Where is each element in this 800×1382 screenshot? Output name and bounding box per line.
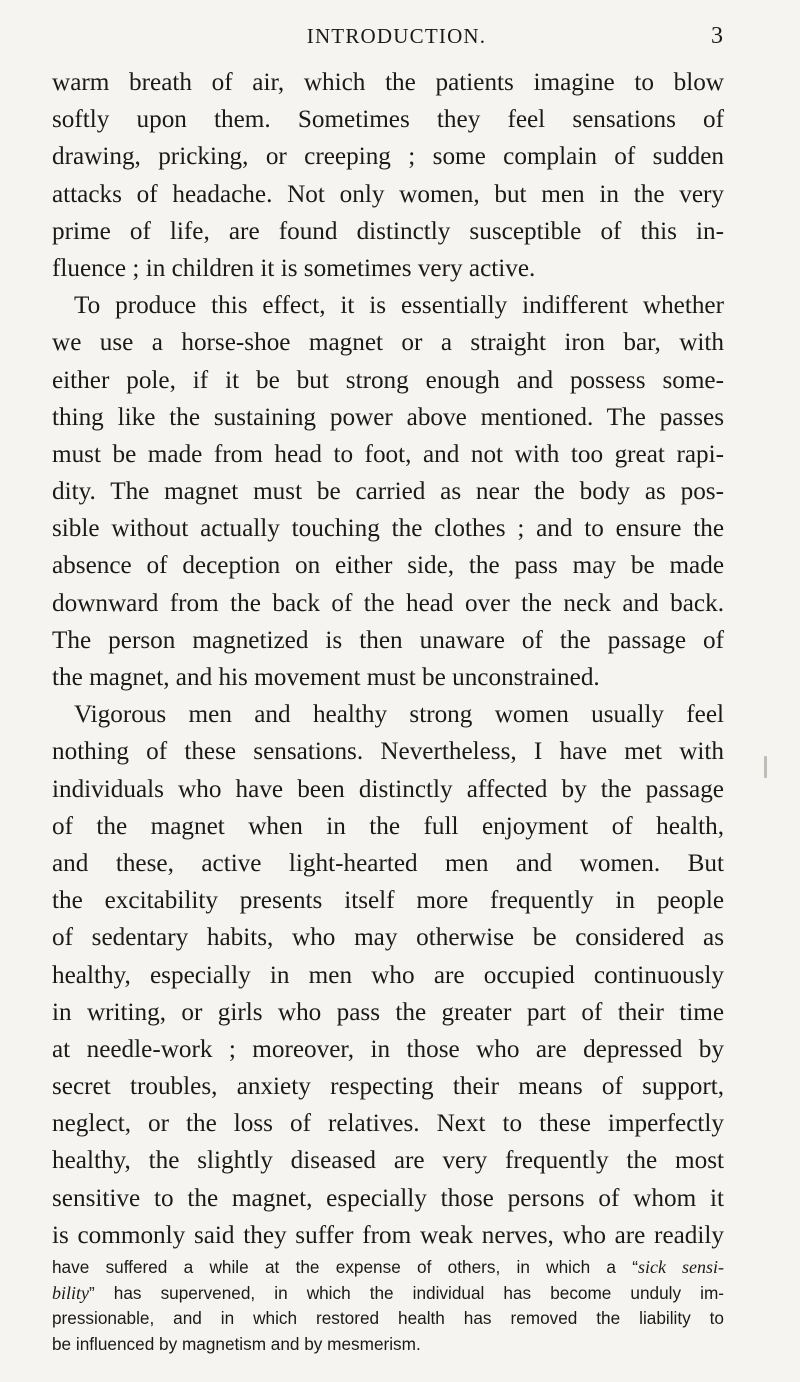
footnote-text: ” has supervened, in which the individual has become unduly im- [89,1282,724,1303]
text-line: thing like the sustaining power above mentioned. The passes [52,403,724,431]
text-line: healthy, especially in men who are occupied continuously [52,961,724,989]
text-line: of sedentary habits, who may otherwise be considered as [52,924,724,952]
text-line: the excitability presents itself more frequently in people [52,887,724,915]
text-line: prime of life, are found distinctly susceptible of this in- [52,217,724,245]
text-line: dity. The magnet must be carried as near the body as pos- [52,478,724,506]
paragraph-start-line: Vigorous men and healthy strong women usually feel [74,701,724,729]
text-line: neglect, or the loss of relatives. Next to these imperfectly [52,1110,724,1138]
page-number: 3 [711,23,723,49]
footnote-line: be influenced by magnetism and by mesmerism. [52,1333,421,1354]
footnote-italic-text: sick sensi- [638,1257,724,1277]
text-line: drawing, pricking, or creeping ; some complain of sudden [52,143,724,171]
body-text [52,64,724,1254]
text-line: healthy, the slightly diseased are very frequently the most [52,1147,724,1175]
text-line: and these, active light-hearted men and women. But [52,849,724,877]
text-line: absence of deception on either side, the pass may be made [52,552,724,580]
text-line: in writing, or girls who pass the greater part of their time [52,998,724,1026]
text-line: at needle-work ; moreover, in those who are depressed by [52,1035,724,1063]
footnote-italic-text: bility [52,1282,89,1303]
running-title: INTRODUCTION. [306,24,487,48]
footnote [52,1255,724,1357]
text-line: nothing of these sensations. Nevertheless, I have met with [52,738,724,766]
text-line: is commonly said they suffer from weak nerves, who are readily [52,1221,724,1249]
text-line: we use a horse-shoe magnet or a straight iron bar, with [52,329,724,357]
text-line: individuals who have been distinctly affected by the passage [52,775,724,803]
text-line: must be made from head to foot, and not with too great rapi- [52,440,724,468]
text-line: either pole, if it be but strong enough and possess some- [52,366,724,394]
text-line: downward from the back of the head over the neck and back. [52,589,724,617]
footnote-line [52,1255,724,1281]
text-line: softly upon them. Sometimes they feel sensations of [52,106,724,134]
text-line: the magnet, and his movement must be unconstrained. [52,664,600,691]
paragraph-start-line: To produce this effect, it is essentially indifferent whether [74,292,724,320]
text-line: of the magnet when in the full enjoyment of health, [52,812,724,840]
text-line: attacks of headache. Not only women, but men in the very [52,180,724,208]
running-head [70,20,723,52]
text-line: sensitive to the magnet, especially those persons of whom it [52,1184,724,1212]
text-line: fluence ; in children it is sometimes very active. [52,254,536,282]
footnote-line: pressionable, and in which restored health has removed the liability to [52,1308,724,1328]
text-line: sible without actually touching the clothes ; and to ensure the [52,515,724,543]
text-line: warm breath of air, which the patients imagine to blow [52,69,724,96]
text-line: The person magnetized is then unaware of the passage of [52,626,724,654]
footnote-text: have suffered a while at the expense of others, in which a “ [52,1257,638,1277]
footnote-line [52,1281,724,1307]
text-line: secret troubles, anxiety respecting their means of support, [52,1073,724,1101]
margin-bracket-mark [764,756,767,778]
